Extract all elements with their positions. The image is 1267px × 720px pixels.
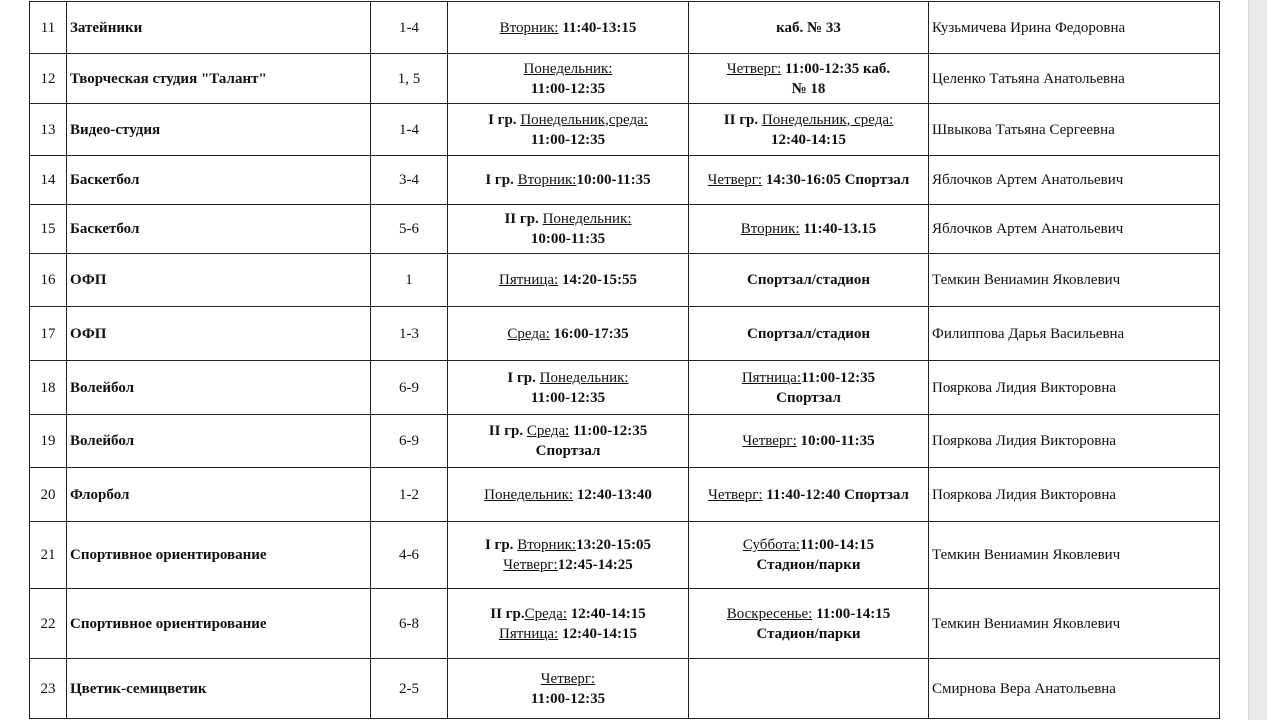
schedule-line: Спортзал — [776, 389, 841, 406]
club-name: Волейбол — [67, 361, 371, 415]
row-number: 11 — [30, 2, 67, 54]
schedule-cell-2 — [689, 254, 929, 307]
schedule-cell-1 — [448, 589, 689, 659]
schedule-cell-2 — [689, 54, 929, 104]
schedule-line: № 18 — [791, 80, 826, 97]
teacher-name: Темкин Вениамин Яковлевич — [929, 254, 1220, 307]
row-number: 13 — [30, 104, 67, 156]
schedule-cell-2 — [689, 2, 929, 54]
row-number: 21 — [30, 522, 67, 589]
schedule-cell-2 — [689, 156, 929, 205]
class-range: 6-9 — [371, 415, 448, 468]
schedule-line: Четверг:12:45-14:25 — [503, 557, 633, 573]
class-range: 1-2 — [371, 468, 448, 522]
club-name: Спортивное ориентирование — [67, 589, 371, 659]
class-range: 3-4 — [371, 156, 448, 205]
teacher-name: Яблочков Артем Анатольевич — [929, 205, 1220, 254]
schedule-line: Вторник: 11:40-13.15 — [740, 221, 877, 237]
schedule-cell-1 — [448, 205, 689, 254]
row-number: 16 — [30, 254, 67, 307]
schedule-cell-2 — [689, 659, 929, 719]
schedule-line: II гр. Понедельник, среда: — [723, 111, 894, 128]
schedule-cell-2 — [689, 205, 929, 254]
schedule-cell-2 — [689, 468, 929, 522]
schedule-cell-1 — [448, 522, 689, 589]
schedule-line: 11:00-12:35 — [530, 389, 606, 406]
teacher-name: Пояркова Лидия Викторовна — [929, 468, 1220, 522]
schedule-line: Спортзал — [535, 443, 601, 459]
row-number: 15 — [30, 205, 67, 254]
schedule-cell-1 — [448, 104, 689, 156]
schedule-line: 12:40-14:15 — [771, 131, 846, 148]
schedule-line: 11:00-12:35 — [530, 131, 606, 148]
club-name: Баскетбол — [67, 205, 371, 254]
row-number: 20 — [30, 468, 67, 522]
club-name: Видео-студия — [67, 104, 371, 156]
club-name: Цветик-семицветик — [67, 659, 371, 719]
row-number: 18 — [30, 361, 67, 415]
schedule-line: Воскресенье: 11:00-14:15 — [726, 605, 891, 622]
schedule-cell-1 — [448, 659, 689, 719]
schedule-line: I гр. Понедельник: — [507, 369, 629, 386]
schedule-line: Понедельник: — [523, 60, 613, 77]
club-name: Флорбол — [67, 468, 371, 522]
class-range: 1-3 — [371, 307, 448, 361]
teacher-name: Швыкова Татьяна Сергеевна — [929, 104, 1220, 156]
table-row — [30, 254, 1220, 307]
table-row — [30, 415, 1220, 468]
schedule-line: II гр. Понедельник: — [504, 211, 632, 227]
class-range: 6-9 — [371, 361, 448, 415]
teacher-name: Пояркова Лидия Викторовна — [929, 361, 1220, 415]
schedule-cell-1 — [448, 468, 689, 522]
schedule-line: Четверг: 10:00-11:35 — [742, 433, 875, 449]
schedule-line: 11:00-12:35 — [530, 690, 606, 707]
schedule-cell-1 — [448, 361, 689, 415]
club-name: Баскетбол — [67, 156, 371, 205]
schedule-line: Вторник: 11:40-13:15 — [499, 19, 637, 36]
schedule-cell-2 — [689, 307, 929, 361]
schedule-line: Пятница: 14:20-15:55 — [499, 272, 637, 288]
schedule-line: Спортзал/стадион — [747, 325, 870, 342]
table-row — [30, 659, 1220, 719]
schedule-table — [29, 1, 1220, 719]
table-row — [30, 2, 1220, 54]
schedule-cell-1 — [448, 307, 689, 361]
schedule-cell-2 — [689, 104, 929, 156]
teacher-name: Темкин Вениамин Яковлевич — [929, 589, 1220, 659]
class-range: 1-4 — [371, 104, 448, 156]
table-row — [30, 205, 1220, 254]
schedule-line: Пятница: 12:40-14:15 — [499, 625, 637, 642]
row-number: 12 — [30, 54, 67, 104]
class-range: 2-5 — [371, 659, 448, 719]
schedule-table-body — [30, 2, 1220, 719]
table-row — [30, 468, 1220, 522]
schedule-line: каб. № 33 — [776, 19, 841, 36]
schedule-cell-2 — [689, 589, 929, 659]
teacher-name: Яблочков Артем Анатольевич — [929, 156, 1220, 205]
schedule-cell-1 — [448, 254, 689, 307]
schedule-cell-1 — [448, 156, 689, 205]
schedule-line: II гр. Среда: 11:00-12:35 — [488, 423, 648, 439]
vertical-scrollbar[interactable] — [1248, 0, 1267, 720]
club-name: Творческая студия "Талант" — [67, 54, 371, 104]
table-row — [30, 104, 1220, 156]
schedule-line: 11:00-12:35 — [530, 80, 606, 97]
schedule-line: Понедельник: 12:40-13:40 — [484, 486, 652, 503]
teacher-name: Кузьмичева Ирина Федоровна — [929, 2, 1220, 54]
teacher-name: Целенко Татьяна Анатольевна — [929, 54, 1220, 104]
schedule-line: 10:00-11:35 — [530, 231, 606, 247]
club-name: Затейники — [67, 2, 371, 54]
row-number: 22 — [30, 589, 67, 659]
teacher-name: Темкин Вениамин Яковлевич — [929, 522, 1220, 589]
schedule-line: I гр. Вторник:13:20-15:05 — [484, 537, 652, 553]
schedule-cell-2 — [689, 361, 929, 415]
schedule-line: Четверг: 14:30-16:05 Спортзал — [707, 172, 910, 188]
table-row — [30, 307, 1220, 361]
schedule-cell-1 — [448, 415, 689, 468]
class-range: 4-6 — [371, 522, 448, 589]
teacher-name: Филиппова Дарья Васильевна — [929, 307, 1220, 361]
schedule-line: Пятница:11:00-12:35 — [741, 369, 876, 386]
club-name: ОФП — [67, 254, 371, 307]
table-row — [30, 54, 1220, 104]
row-number: 19 — [30, 415, 67, 468]
table-row — [30, 156, 1220, 205]
teacher-name: Смирнова Вера Анатольевна — [929, 659, 1220, 719]
table-row — [30, 361, 1220, 415]
class-range: 1-4 — [371, 2, 448, 54]
schedule-cell-2 — [689, 522, 929, 589]
row-number: 14 — [30, 156, 67, 205]
schedule-cell-1 — [448, 2, 689, 54]
class-range: 6-8 — [371, 589, 448, 659]
club-name: Спортивное ориентирование — [67, 522, 371, 589]
table-row — [30, 589, 1220, 659]
schedule-line: II гр.Среда: 12:40-14:15 — [490, 605, 646, 622]
schedule-line: Четверг: 11:40-12:40 Спортзал — [708, 486, 909, 503]
row-number: 17 — [30, 307, 67, 361]
schedule-line: I гр. Вторник:10:00-11:35 — [485, 172, 651, 188]
class-range: 1, 5 — [371, 54, 448, 104]
schedule-line: Четверг: — [540, 670, 596, 687]
schedule-line: Стадион/парки — [756, 557, 861, 573]
schedule-cell-2 — [689, 415, 929, 468]
table-row — [30, 522, 1220, 589]
schedule-line: Стадион/парки — [756, 625, 861, 642]
schedule-line: Четверг: 11:00-12:35 каб. — [726, 60, 891, 77]
class-range: 1 — [371, 254, 448, 307]
schedule-cell-1 — [448, 54, 689, 104]
club-name: ОФП — [67, 307, 371, 361]
teacher-name: Пояркова Лидия Викторовна — [929, 415, 1220, 468]
schedule-line: Суббота:11:00-14:15 — [742, 537, 875, 553]
row-number: 23 — [30, 659, 67, 719]
schedule-line: I гр. Понедельник,среда: — [488, 111, 648, 128]
class-range: 5-6 — [371, 205, 448, 254]
club-name: Волейбол — [67, 415, 371, 468]
schedule-line: Среда: 16:00-17:35 — [507, 325, 629, 342]
schedule-line: Спортзал/стадион — [747, 272, 870, 288]
